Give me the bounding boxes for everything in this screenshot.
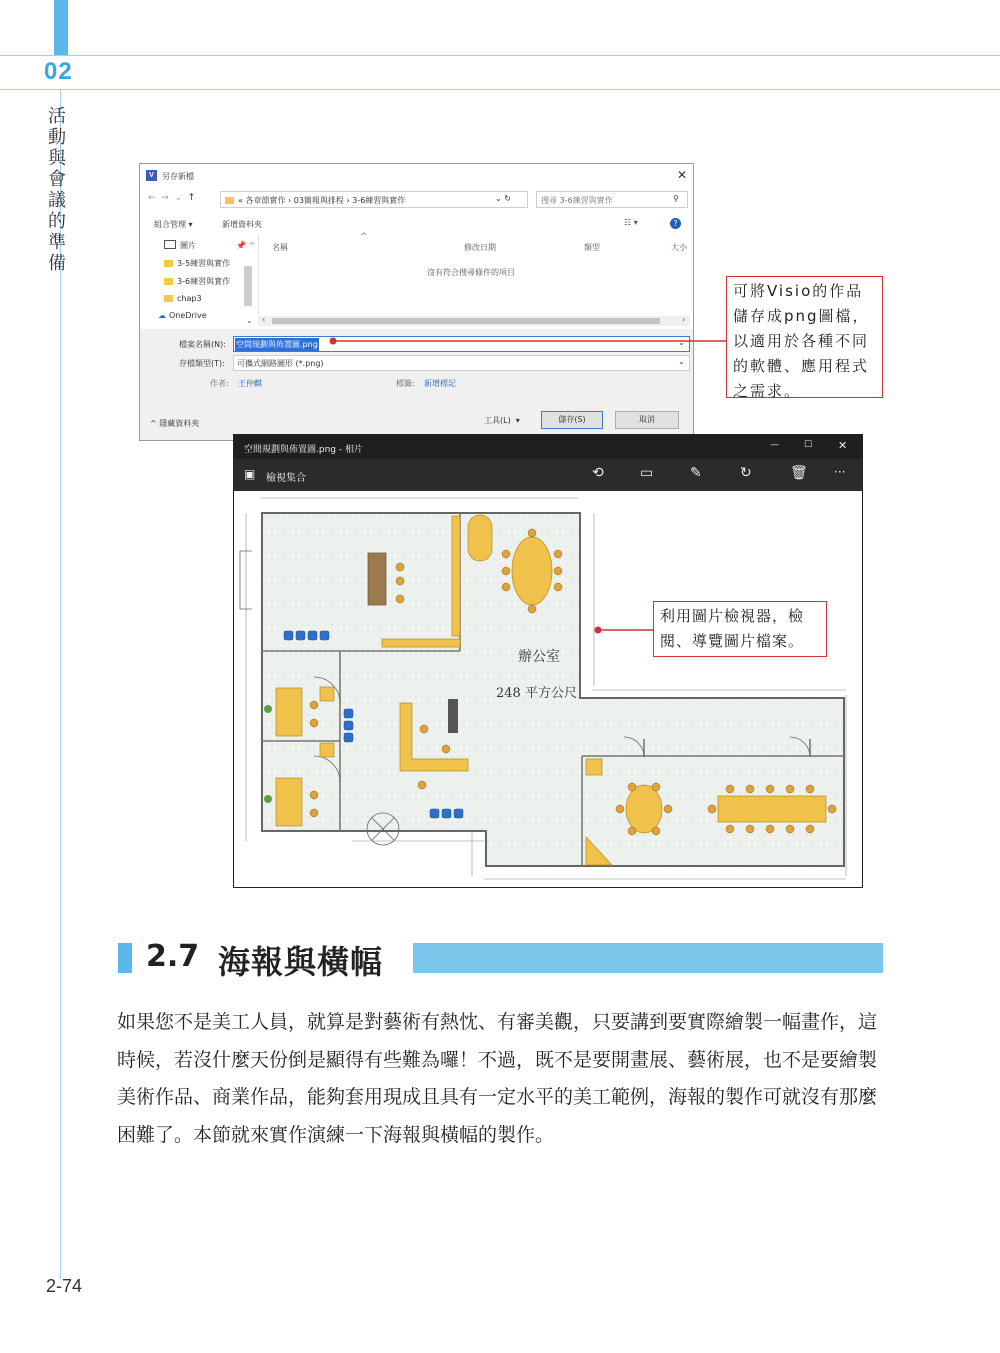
chapter-number: 02 bbox=[44, 58, 73, 85]
sort-arrow-icon: ^ bbox=[360, 232, 368, 242]
nav-item-onedrive[interactable]: ☁ OneDrive bbox=[158, 311, 207, 320]
callout-visio-png: 可將Visio的作品儲存成png圖檔，以適用於各種不同的軟體、應用程式之需求。 bbox=[726, 276, 883, 398]
close-icon[interactable]: ✕ bbox=[838, 439, 848, 452]
filename-input[interactable]: 空間規劃與佈置圖.png ⌄ bbox=[233, 336, 690, 352]
rotate-icon[interactable]: ↻ bbox=[740, 465, 752, 481]
help-icon[interactable]: ? bbox=[670, 218, 681, 229]
section-number: 2.7 bbox=[146, 939, 200, 974]
photos-toolbar bbox=[234, 459, 862, 491]
floor-plan-image bbox=[234, 491, 862, 887]
nav-item-3-5[interactable]: 3-5練習與實作 bbox=[164, 258, 230, 269]
chapter-title: 活動與會議的準備 bbox=[48, 106, 66, 274]
minimize-icon[interactable]: — bbox=[770, 440, 779, 450]
visio-app-icon: V bbox=[146, 170, 157, 181]
maximize-icon[interactable]: ☐ bbox=[804, 440, 813, 450]
chevron-down-icon[interactable]: ⌄ bbox=[246, 316, 253, 325]
view-options-icon[interactable]: ☷ ▾ bbox=[624, 218, 638, 227]
body-paragraph: 如果您不是美工人員，就算是對藝術有熱忱、有審美觀，只要講到要實際繪製一幅畫作，這時候，若沒什麼天份倒是顯得有些難為囉！不過，既不是要開畫展、藝術展，也不是要繪製美術作品、商業作品，能夠套用現成且具有一定水平的美工範例，海報的製作可就沒有那麼困難了。本節就來實作演練一下海報與橫幅的製作。 bbox=[117, 1011, 878, 1146]
nav-item-chap3[interactable]: chap3 bbox=[164, 294, 202, 303]
room-label: 辦公室 bbox=[518, 649, 560, 665]
refresh-icon[interactable]: ⌄ ↻ bbox=[495, 194, 511, 203]
tools-menu[interactable]: 工具(L) ▾ bbox=[484, 416, 520, 425]
column-size[interactable]: 大小 bbox=[671, 243, 687, 252]
breadcrumb-1[interactable]: 各章節實作 bbox=[245, 196, 286, 205]
section-bar bbox=[413, 943, 883, 973]
hide-folders-toggle[interactable]: ^ 隱藏資料夾 bbox=[150, 419, 200, 428]
edit-icon[interactable]: ✎ bbox=[690, 465, 702, 481]
cancel-button[interactable]: 取消 bbox=[615, 411, 679, 429]
chevron-down-icon[interactable]: ⌄ bbox=[678, 357, 685, 366]
delete-icon[interactable]: 🗑 bbox=[790, 465, 808, 481]
connector-dot bbox=[330, 338, 337, 345]
organize-button[interactable]: 組合管理 ▾ bbox=[154, 220, 193, 229]
filetype-label: 存檔類型(T): bbox=[179, 359, 225, 368]
new-folder-button[interactable]: 新增資料夾 bbox=[222, 220, 262, 229]
slideshow-icon[interactable]: ▭ bbox=[640, 465, 654, 481]
nav-arrows[interactable]: ← → ⌄ ↑ bbox=[148, 193, 196, 203]
page-number: 2-74 bbox=[46, 1276, 83, 1296]
author-label: 作者: bbox=[210, 379, 229, 388]
chevron-down-icon[interactable]: ⌄ bbox=[678, 338, 685, 347]
photos-title-bar bbox=[234, 435, 862, 459]
column-type[interactable]: 類型 bbox=[584, 243, 600, 252]
nav-item-3-6[interactable]: 3-6練習與實作 bbox=[164, 276, 230, 287]
search-icon: ⚲ bbox=[673, 194, 679, 203]
scroll-right-icon[interactable]: › bbox=[682, 315, 686, 324]
breadcrumb-3[interactable]: 3-6練習與實作 bbox=[352, 196, 406, 205]
cloud-icon: ☁ bbox=[158, 311, 166, 320]
viewer-connector bbox=[590, 620, 660, 640]
author-value[interactable]: 王仲麒 bbox=[238, 379, 262, 388]
column-name[interactable]: 名稱 bbox=[272, 243, 288, 252]
column-date[interactable]: 修改日期 bbox=[464, 243, 496, 252]
close-icon[interactable]: ✕ bbox=[677, 168, 688, 182]
nav-item-pictures[interactable]: 圖片 📌 ^ bbox=[164, 240, 255, 251]
section-title: 海報與橫幅 bbox=[218, 943, 384, 981]
dialog-title: 另存新檔 bbox=[162, 172, 194, 181]
search-input[interactable]: 搜尋 3-6練習與實作 ⚲ bbox=[536, 191, 688, 208]
more-icon[interactable]: ··· bbox=[834, 465, 846, 479]
empty-message: 沒有符合搜尋條件的項目 bbox=[427, 268, 515, 277]
photos-window bbox=[233, 434, 863, 888]
callout-photo-viewer: 利用圖片檢視器，檢閱、導覽圖片檔案。 bbox=[653, 601, 827, 657]
view-collection-link[interactable]: 檢視集合 bbox=[266, 473, 306, 484]
section-marker bbox=[118, 943, 132, 973]
photos-title: 空間規劃與佈置圖.png - 相片 bbox=[244, 445, 363, 455]
room-area: 248 平方公尺 bbox=[496, 686, 577, 701]
save-button[interactable]: 儲存(S) bbox=[541, 411, 603, 429]
scroll-left-icon[interactable]: ‹ bbox=[262, 315, 266, 324]
filetype-select[interactable]: 可攜式網路圖形 (*.png) ⌄ bbox=[233, 355, 690, 371]
share-icon[interactable]: ⟲ bbox=[592, 465, 604, 481]
breadcrumb-2[interactable]: 03簡報與排程 bbox=[293, 196, 344, 205]
tags-value[interactable]: 新增標記 bbox=[424, 379, 456, 388]
filename-label: 檔案名稱(N): bbox=[179, 340, 226, 349]
tags-label: 標籤: bbox=[396, 379, 415, 388]
collection-icon[interactable]: ▣ bbox=[244, 467, 256, 481]
address-bar[interactable]: « 各章節實作 › 03簡報與排程 › 3-6練習與實作 ⌄ ↻ bbox=[220, 191, 528, 208]
